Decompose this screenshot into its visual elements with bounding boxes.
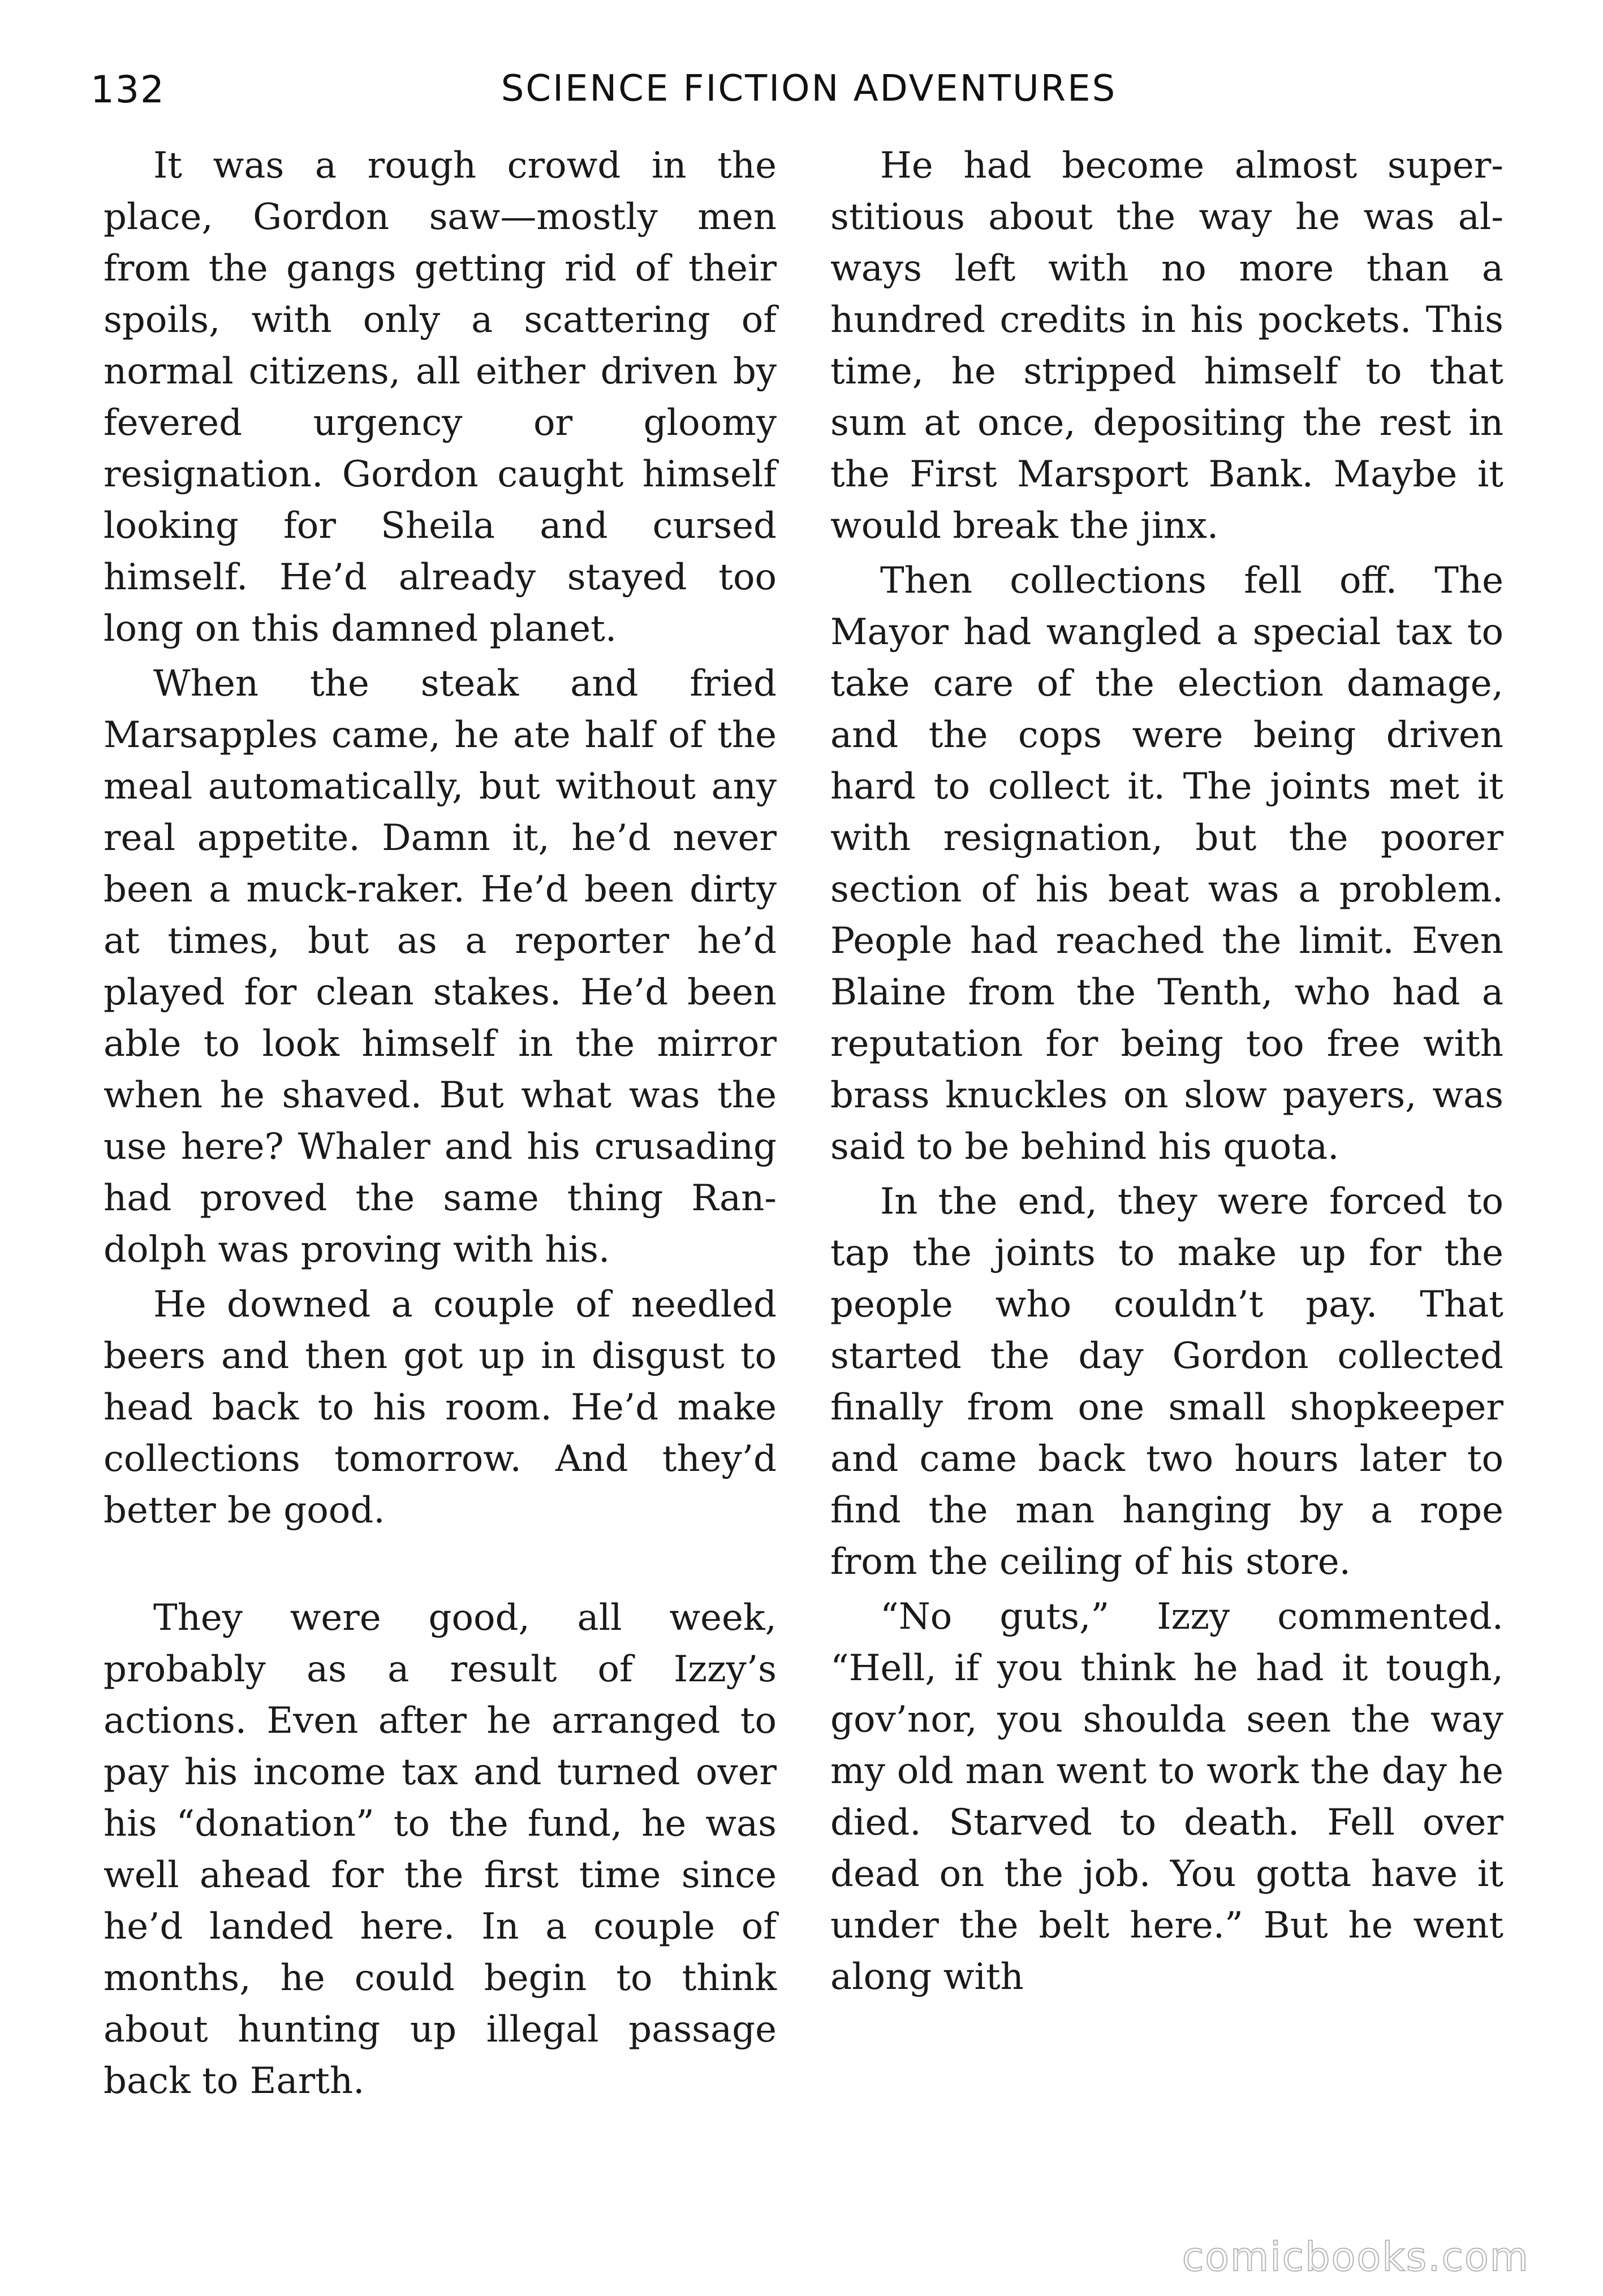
paragraph: He downed a couple of needled beers and then got up in disgust to head back to his room. He’d make collections tomorrow. And they’d better be good. [104,1284,777,1531]
paragraph: It was a rough crowd in the place, Gordon saw—mostly men from the gangs getting rid of their spoils, with only a scattering of normal citizens, all either driven by fevered urgency or gloomy resignation. Gordon caught himself looking for Sheila and cursed himself. He’d already stayed too long on this damned planet. [104,145,777,650]
left-column [104,140,777,2107]
page-header [91,68,1527,136]
paragraph: In the end, they were forced to tap the joints to make up for the people who couldn’t pay. That started the day Gordon collected finally from one small shopkeeper and came back two hours later to find the man hanging by a rope from the ceiling of his store. [830,1181,1503,1583]
paragraph: He had become almost superstitious about the way he was always left with no more than a hundred credits in his pockets. This time, he stripped himself to that sum at once, depositing the rest in the First Marsport Bank. Maybe it would break the jinx. [830,145,1503,547]
paragraph: Then collections fell off. The Mayor had wangled a special tax to take care of the election damage, and the cops were being driven hard to collect it. The joints met it with resignation, but the poorer section of his beat was a problem. People had reached the limit. Even Blaine from the Tenth, who had a reputation for being too free with brass knuckles on slow payers, was said to be behind his quota. [830,560,1503,1168]
right-column [830,140,1503,2003]
paragraph: “No guts,” Izzy commented. “Hell, if you think he had it tough, gov’nor, you shoulda seen the way my old man went to work the day he died. Starved to death. Fell over dead on the job. You gotta have it under the belt here.” But he went along with [830,1596,1503,1998]
paragraph: When the steak and fried Marsapples came, he ate half of the meal automatically, but without any real appetite. Damn it, he’d never been a muck-raker. He’d been dirty at times, but as a reporter he’d played for clean stakes. He’d been able to look himself in the mirror when he shaved. But what was the use here? Whaler and his crusading had proved the same thing Randolph was proving with his. [104,663,777,1271]
running-title: SCIENCE FICTION ADVENTURES [501,68,1117,110]
watermark: comicbooks.com [1182,2234,1529,2280]
page-number: 132 [91,68,165,111]
paragraph: They were good, all week, probably as a result of Izzy’s actions. Even after he arranged to pay his income tax and turned over his “donation” to the fund, he was well ahead for the first time since he’d landed here. In a couple of months, he could begin to think about hunting up illegal passage back to Earth. [104,1597,777,2102]
